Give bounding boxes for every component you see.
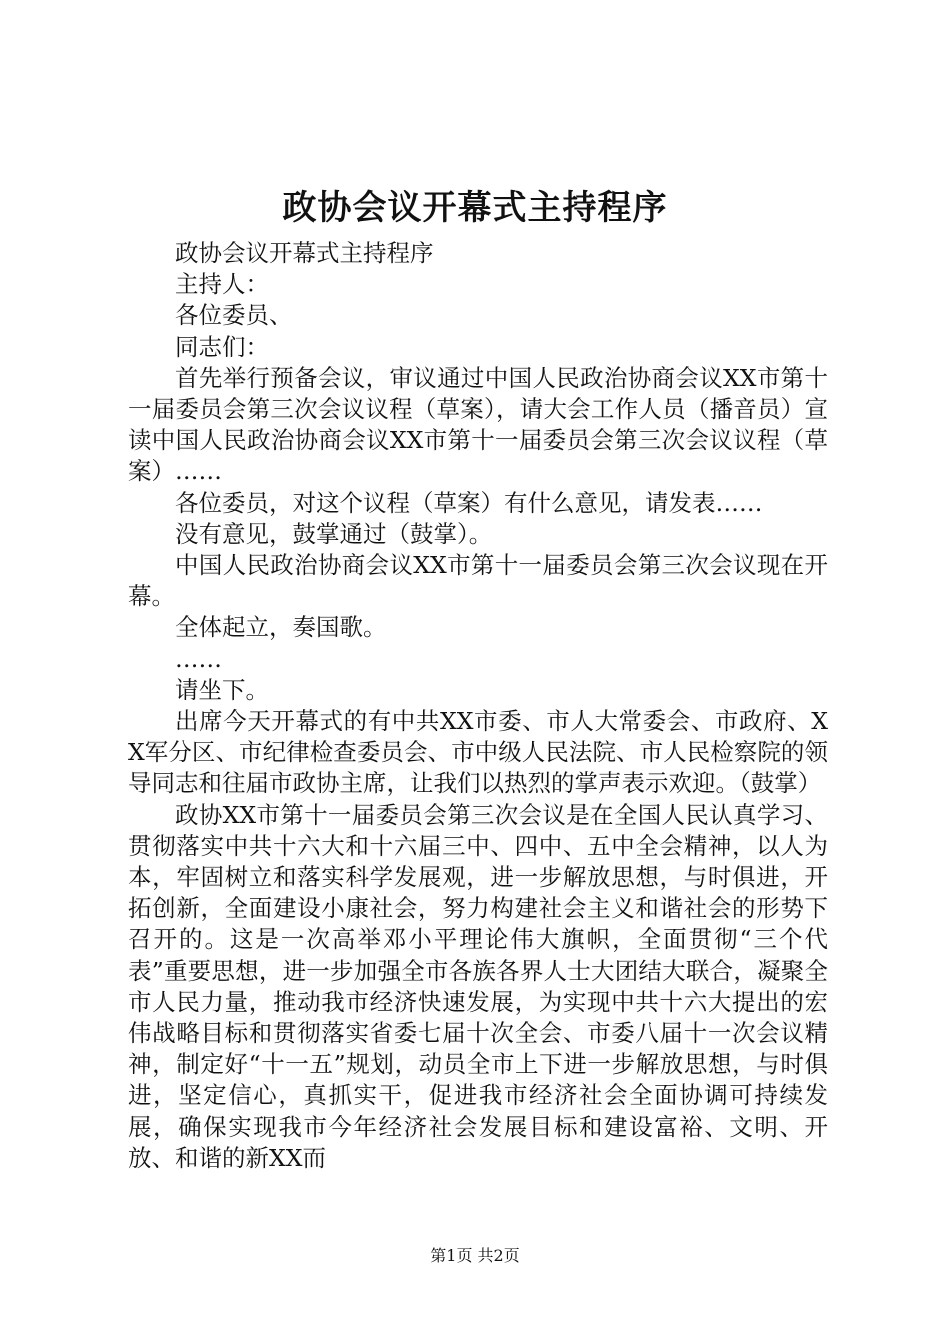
paragraph-preparatory-meeting: 首先举行预备会议，审议通过中国人民政治协商会议XX市第十一届委员会第三次会议议程（草案），请大会工作人员（播音员）宣读中国人民政治协商会议XX市第十一届委员会第三次会议议程（草案）…… xyxy=(128,363,828,486)
paragraph-opinions: 各位委员，对这个议程（草案）有什么意见，请发表…… xyxy=(175,488,763,517)
paragraph-approval: 没有意见，鼓掌通过（鼓掌）。 xyxy=(175,519,493,548)
paragraph-attendees: 出席今天开幕式的有中共XX市委、市人大常委会、市政府、XX军分区、市纪律检查委员会、市中级人民法院、市人民检察院的领导同志和往届市政协主席，让我们以热烈的掌声表示欢迎。（鼓掌） xyxy=(128,707,828,798)
paragraph-background: 政协XX市第十一届委员会第三次会议是在全国人民认真学习、贯彻落实中共十六大和十六届三中、四中、五中全会精神，以人为本，牢固树立和落实科学发展观，进一步解放思想，与时俱进，开拓创新，全面建设小康社会，努力构建社会主义和谐社会的形势下召开的。这是一次高举邓小平理论伟大旗帜，全面贯彻“三个代表”重要思想，进一步加强全市各族各界人士大团结大联合，凝聚全市人民力量，推动我市经济快速发展，为实现中共十六大提出的宏伟战略目标和贯彻落实省委七届十次全会、市委八届十一次会议精神，制定好“十一五”规划，动员全市上下进一步解放思想，与时俱进，坚定信心，真抓实干，促进我市经济社会全面协调可持续发展，确保实现我市今年经济社会发展目标和建设富裕、文明、开放、和谐的新XX而 xyxy=(128,800,828,1172)
paragraph-opening: 中国人民政治协商会议XX市第十一届委员会第三次会议现在开幕。 xyxy=(128,551,828,611)
paragraph-anthem: 全体起立，奏国歌。 xyxy=(175,613,387,642)
paragraph-greeting-members: 各位委员、 xyxy=(175,301,293,330)
document-body xyxy=(128,238,828,1174)
document-title: 政协会议开幕式主持程序 xyxy=(282,188,668,228)
paragraph-sit-down: 请坐下。 xyxy=(175,675,269,704)
paragraph-greeting-comrades: 同志们： xyxy=(175,332,269,361)
paragraph-heading: 政协会议开幕式主持程序 xyxy=(175,239,434,267)
page-footer: 第1页 共2页 xyxy=(430,1246,520,1265)
paragraph-ellipsis: …… xyxy=(175,644,222,673)
paragraph-host: 主持人： xyxy=(175,270,269,299)
